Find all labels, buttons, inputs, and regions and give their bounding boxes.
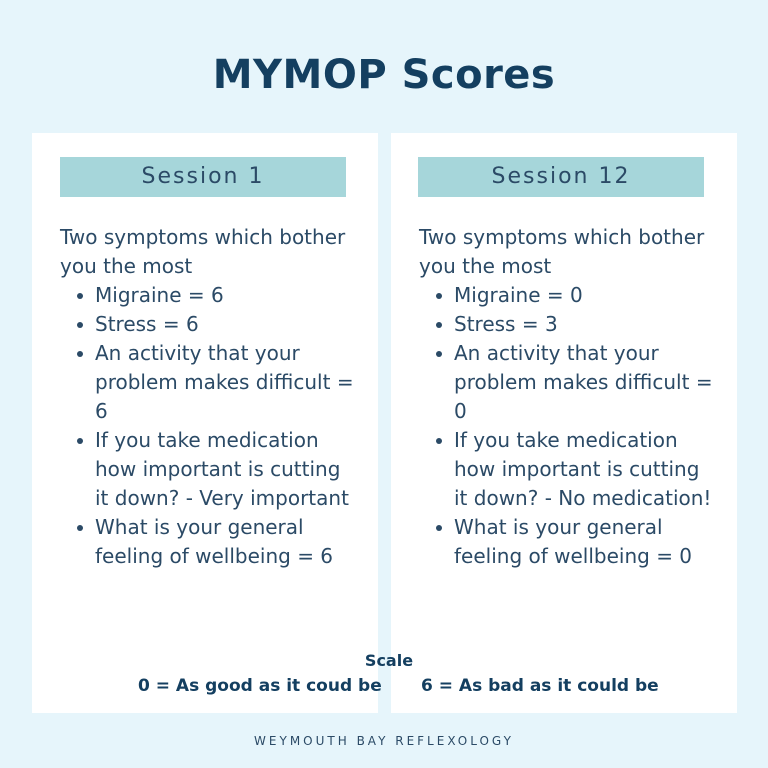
scale-bad-label: 6 = As bad as it could be [421, 676, 659, 696]
session-1-card [32, 133, 378, 713]
page-title: MYMOP Scores [212, 52, 556, 98]
session-12-header: Session 12 [418, 157, 704, 197]
scale-title: Scale [364, 651, 414, 670]
scale-good-label: 0 = As good as it coud be [138, 676, 382, 696]
footer-brand: WEYMOUTH BAY REFLEXOLOGY [254, 734, 514, 748]
session-12-intro: Two symptoms which bother you the most [419, 225, 705, 278]
list-item: Migraine = 6 [60, 281, 360, 310]
session-1-header: Session 1 [60, 157, 346, 197]
list-item: An activity that your problem makes difficult = 0 [419, 339, 719, 426]
list-item: Migraine = 0 [419, 281, 719, 310]
session-1-symptom-list [60, 281, 360, 571]
session-12-card [391, 133, 737, 713]
list-item: If you take medication how important is cutting it down? - Very important [60, 426, 360, 513]
session-12-symptom-list [419, 281, 719, 571]
list-item: An activity that your problem makes difficult = 6 [60, 339, 360, 426]
list-item: Stress = 3 [419, 310, 719, 339]
session-1-intro: Two symptoms which bother you the most [60, 225, 346, 278]
list-item: What is your general feeling of wellbeing = 6 [60, 513, 360, 571]
list-item: If you take medication how important is cutting it down? - No medication! [419, 426, 719, 513]
list-item: What is your general feeling of wellbeing = 0 [419, 513, 719, 571]
list-item: Stress = 6 [60, 310, 360, 339]
